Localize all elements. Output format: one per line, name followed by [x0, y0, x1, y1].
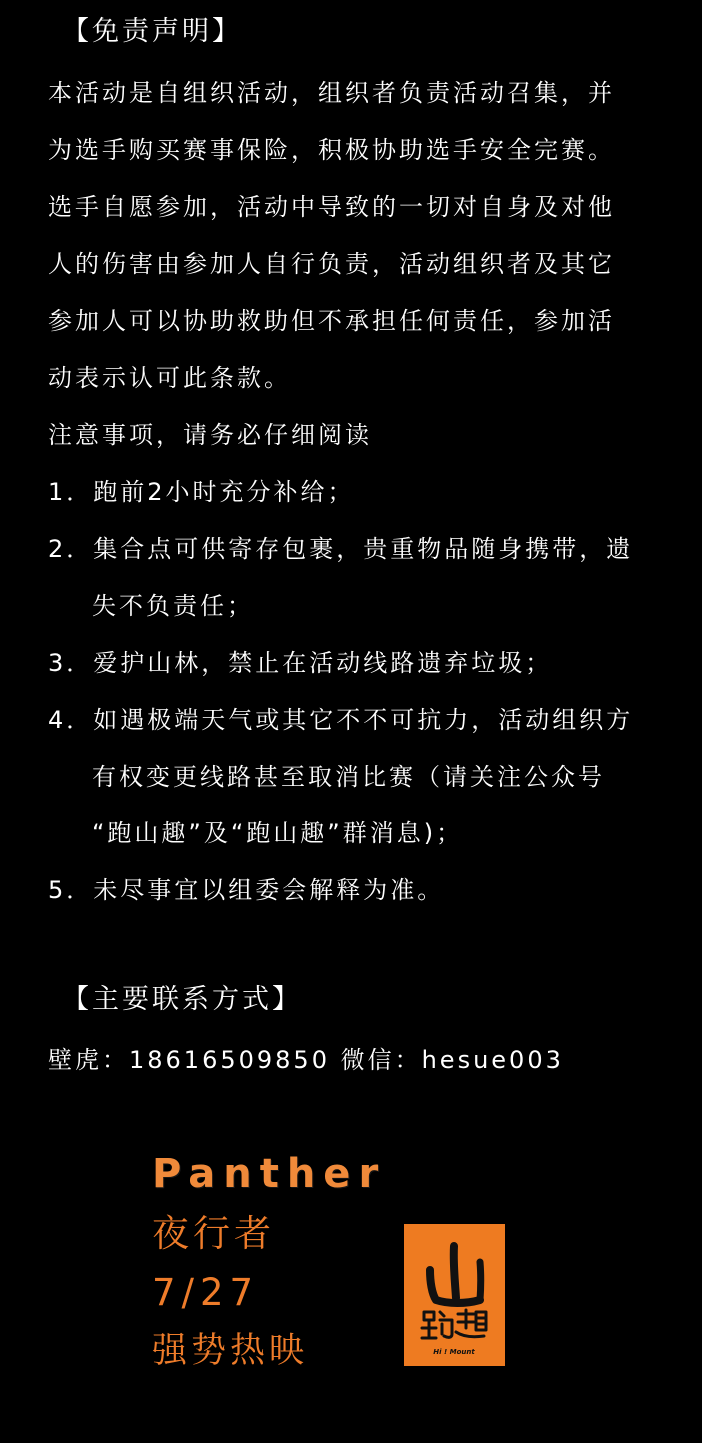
disclaimer-line: 动表示认可此条款。 [48, 364, 291, 392]
logo-subtext: Hi ! Mount [433, 1348, 475, 1356]
note-item-4-continued: “跑山趣”及“跑山趣”群消息)； [92, 819, 464, 847]
promo-date: 7/27 [152, 1271, 260, 1314]
disclaimer-line: 选手自愿参加，活动中导致的一切对自身及对他 [48, 193, 615, 221]
promo-title-cn: 夜行者 [152, 1212, 275, 1255]
disclaimer-title: 【免责声明】 [62, 16, 242, 47]
disclaimer-line: 参加人可以协助救助但不承担任何责任，参加活 [48, 307, 615, 335]
note-item-2: 2．集合点可供寄存包裹，贵重物品随身携带，遗 [48, 535, 634, 563]
note-item-3: 3．爱护山林，禁止在活动线路遗弃垃圾； [48, 649, 553, 677]
logo-artwork [404, 1224, 505, 1366]
disclaimer-line: 人的伤害由参加人自行负责，活动组织者及其它 [48, 250, 615, 278]
promo-title-en: Panther [152, 1151, 387, 1197]
disclaimer-line: 本活动是自组织活动，组织者负责活动召集，并 [48, 79, 615, 107]
contact-line: 壁虎：18616509850 微信：hesue003 [48, 1046, 564, 1074]
mountain-logo-icon [404, 1224, 505, 1366]
note-item-4: 4．如遇极端天气或其它不不可抗力，活动组织方 [48, 706, 634, 734]
note-item-5: 5．未尽事宜以组委会解释为准。 [48, 876, 445, 904]
note-item-1: 1．跑前2小时充分补给； [48, 478, 355, 506]
note-item-4-continued: 有权变更线路甚至取消比赛（请关注公众号 [92, 763, 605, 791]
notes-title: 注意事项，请务必仔细阅读 [48, 421, 372, 449]
disclaimer-line: 为选手购买赛事保险，积极协助选手安全完赛。 [48, 136, 615, 164]
contact-title: 【主要联系方式】 [62, 984, 302, 1015]
note-item-2-continued: 失不负责任； [92, 592, 254, 620]
promo-slogan: 强势热映 [152, 1331, 309, 1371]
